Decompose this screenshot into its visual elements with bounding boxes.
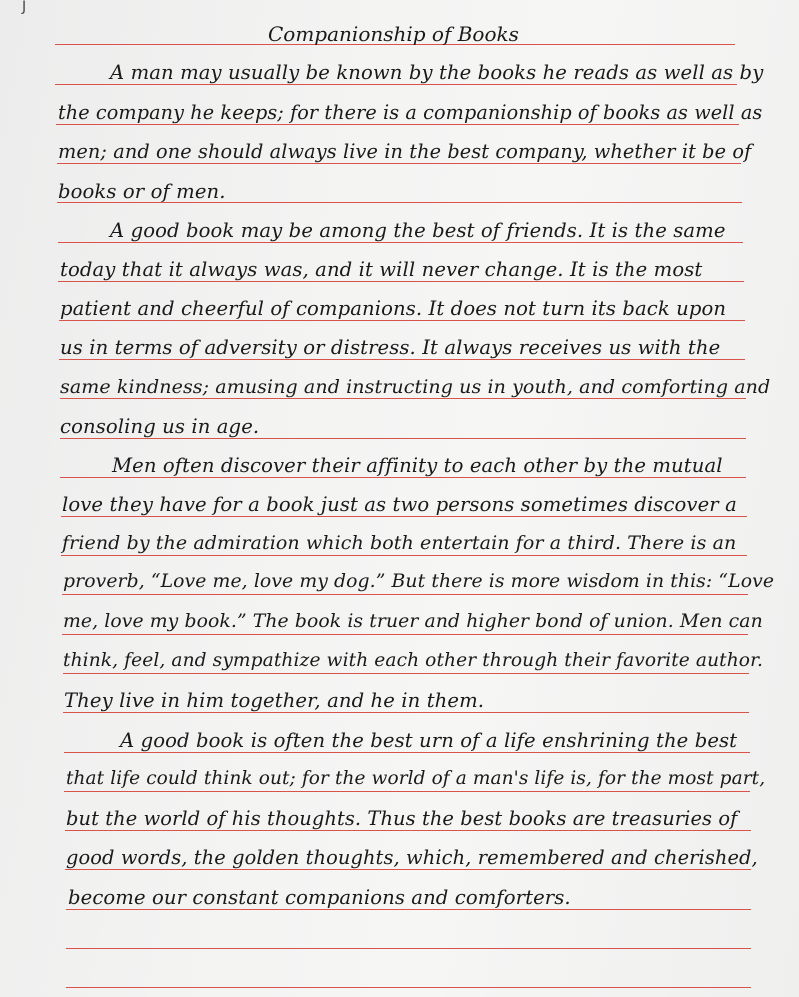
rule-line	[66, 909, 751, 910]
text-line: proverb, “Love me, love my dog.” But there is more wisdom in this: “Love	[63, 571, 775, 592]
rule-line	[61, 555, 747, 556]
page-title: Companionship of Books	[268, 22, 519, 46]
rule-line	[66, 948, 751, 949]
text-line: consoling us in age.	[60, 415, 260, 438]
rule-line	[61, 516, 747, 517]
text-line: good words, the golden thoughts, which, remembered and cherished,	[66, 846, 758, 869]
rule-line	[62, 634, 748, 635]
rule-line	[59, 320, 745, 321]
rule-line	[60, 398, 746, 399]
text-line: Men often discover their affinity to each other by the mutual	[112, 454, 723, 477]
rule-line	[58, 242, 743, 243]
rule-line	[58, 281, 744, 282]
rule-line	[62, 594, 748, 595]
text-line: think, feel, and sympathize with each other through their favorite author.	[63, 650, 764, 671]
rule-line	[63, 712, 749, 713]
text-line: us in terms of adversity or distress. It always receives us with the	[60, 336, 721, 359]
text-line: today that it always was, and it will never change. It is the most	[60, 258, 703, 281]
text-line: that life could think out; for the world of a man's life is, for the most part,	[66, 768, 766, 789]
rule-line	[59, 359, 745, 360]
rule-line	[64, 791, 750, 792]
text-line: love they have for a book just as two persons sometimes discover a	[62, 493, 737, 516]
rule-line	[66, 987, 751, 988]
text-line: me, love my book.” The book is truer and higher bond of union. Men can	[63, 611, 763, 632]
text-line: but the world of his thoughts. Thus the best books are treasuries of	[66, 807, 738, 830]
rule-line	[55, 84, 737, 85]
text-line: the company he keeps; for there is a companionship of books as well as	[58, 101, 763, 124]
rule-line	[63, 673, 749, 674]
rule-line	[60, 438, 746, 439]
text-line: same kindness; amusing and instructing us in youth, and comforting and	[60, 376, 771, 398]
text-line: A good book is often the best urn of a life enshrining the best	[120, 729, 738, 752]
text-line: become our constant companions and comforters.	[68, 886, 571, 909]
rule-line	[64, 752, 750, 753]
text-line: A good book may be among the best of friends. It is the same	[110, 219, 726, 242]
rule-line	[56, 124, 739, 125]
edge-mark: J	[22, 0, 27, 15]
rule-line	[65, 830, 751, 831]
rule-line	[60, 477, 746, 478]
rule-line	[65, 869, 751, 870]
text-line: men; and one should always live in the best company, whether it be of	[58, 140, 752, 163]
text-line: A man may usually be known by the books he reads as well as by	[110, 61, 764, 84]
text-line: patient and cheerful of companions. It does not turn its back upon	[60, 297, 727, 320]
text-line: They live in him together, and he in them.	[64, 689, 485, 712]
rule-line	[57, 163, 741, 164]
text-line: books or of men.	[58, 180, 226, 203]
text-line: friend by the admiration which both entertain for a third. There is an	[62, 532, 737, 554]
